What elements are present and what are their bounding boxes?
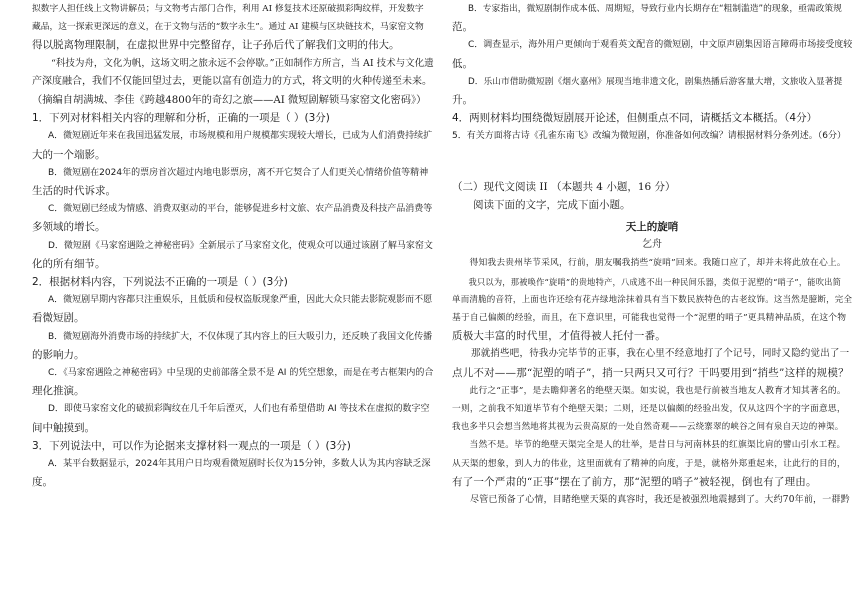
option-b: B．微短剧在2024年的票房首次超过内地电影票房，离不开它契合了人们更关心情绪价值等精神 [48,167,429,178]
essay-body [452,254,852,509]
question-1 [32,109,434,273]
essay-line: 基于自己偏颇的经验，而且，在下意识里，可能我也觉得一个“泥塑的哨子”更具精神品质，在这个物 [452,313,847,324]
essay-line: 那就捎些吧，待我办完毕节的正事，我在心里不经意地打了个记号，同时又隐约觉出了一 [471,348,850,360]
option-c-cont: 多领域的增长。 [32,221,106,234]
option-c: C．《马家窑遇险之神秘密码》中呈现的史前部落全景不是 AI 的凭空想象，而是在考古框架内的合 [48,368,434,379]
option-c: C．调查显示，海外用户更倾向于观看英文配音的微短剧，中文原声剧集因语言障碍市场接受度较 [468,40,853,51]
source-citation: （摘编自胡满城、李佳《跨越4800年的奇幻之旅——AI 微短剧解锁马家窑文化密码》） [32,94,427,107]
section-instruction: 阅读下面的文字，完成下面小题。 [473,198,631,211]
essay-author: 乞舟 [642,239,662,251]
essay-line: 当然不是。毕节的绝壁天渠完全是人的壮举，是昔日与河南林县的红旗渠比肩的譬山引水工程。 [469,440,846,451]
section-heading: （二）现代文阅读 II （本题共 4 小题，16 分） [452,180,676,193]
option-a-cont: 度。 [32,476,53,489]
intro-line: 拟数字人担任线上文物讲解员；与文物考古部门合作，利用 AI 修复技术还原破损彩陶纹样，开发数字 [32,4,424,14]
closing-line: “科技为舟，文化为帆，这场文明之旅永远不会停歇。”正如制作方所言，当 AI 技术与文化遗 [51,57,434,69]
essay-line: 一则，之前我不知道毕节有个绝壁天渠；二则，还是以偏颇的经验出发，仅从这四个字的字面意思， [452,404,846,415]
question-3 [32,437,434,492]
option-c-cont: 低。 [452,57,473,70]
intro-line: 藏品，这一探索更深远的意义，在于文物与活的“数字永生”。通过 AI 建模与区块链技术，马家窑文物 [32,22,424,33]
option-d-cont: 升。 [452,94,473,107]
question-stem: 1．下列对材料相关内容的理解和分析，正确的一项是（ ）(3分) [32,112,330,125]
option-b-cont: 生活的时代诉求。 [32,185,116,198]
essay-line: 有了一个严肃的“正事”摆在了前方，那“泥塑的哨子”被轻视，倒也有了理由。 [452,475,817,488]
essay-title: 天上的旋哨 [625,221,679,234]
option-a: A．某平台数据显示，2024年其用户日均观看微短剧时长仅为15分钟，多数人认为其内容缺乏深 [48,459,431,470]
intro-line: 得以脱离物理限制，在虚拟世界中完整留存，让子孙后代了解我们文明的伟大。 [32,39,400,52]
question-3-continued [452,0,852,146]
option-c: C．微短剧已经成为情感、消费双驱动的平台，能够促进乡村文旅、农产品消费及科技产品消费等 [48,204,433,215]
essay-line: 点儿不对——那“泥塑的哨子”，捎一只两只又可行？干吗要用到“捎些”这样的规模？ [452,366,849,379]
option-d-cont: 化的所有细节。 [32,257,106,270]
essay-line: 质极大丰富的时代里，才值得被人托付一番。 [452,330,666,343]
essay-line: 从天渠的想象，到人力的伟业，这里面就有了精神的向度，于是，就格外郑重起来，让此行的目的， [452,458,846,469]
option-d-cont: 间中触摸到。 [32,421,95,434]
option-b: B．专家指出，微短剧制作成本低、周期短，导致行业内长期存在“粗制滥造”的现象，亟需政策规 [468,4,842,14]
essay-line: 此行之“正事”，是去瞻仰著名的绝壁天渠。如实说，我也是行前被当地友人教育才知其著名的。 [469,385,846,396]
question-4: 4．两则材料均围绕微短剧展开论述，但侧重点不同，请概括文本概括。（4分） [452,112,818,125]
option-b: B．微短剧海外消费市场的持续扩大，不仅体现了其内容上的巨大吸引力，还反映了我国文化传播 [48,331,433,342]
essay-line: 我也多半只会想当然地将其视为云贵高原的一处自然奇观——云绕寨翠的峡谷之间有泉自天边的神渠。 [452,422,844,433]
option-a: A．微短剧早期内容都只注重娱乐，且低质和侵权盗版现象严重，因此大众只能去影院观影而不愿 [48,295,433,306]
question-2 [32,273,434,437]
option-d: D．微短剧《马家窑遇险之神秘密码》全新展示了马家窑文化，使观众可以通过该剧了解马家窑文 [48,240,433,251]
option-b-cont: 的影响力。 [32,348,85,361]
option-a: A．微短剧近年来在我国迅猛发展，市场规模和用户规模都实现较大增长，已成为人们消费持续扩 [48,131,433,142]
closing-cont: 产深度融合，我们不仅能回望过去，更能以富有创造力的方式，将文明的火种传递至未来。 [32,75,432,87]
option-c-cont: 理化推演。 [32,385,85,398]
essay-line: 得知我去贵州毕节采风，行前，朋友嘱我捎些“旋哨”回来。我随口应了，却并未将此放在心上。 [469,258,846,269]
essay-line: 单而清脆的音符，上面也许还绘有花卉绿地涂抹着具有当下数民族特色的古老纹饰。这当然是臆断，完全 [452,294,853,305]
option-a-cont: 大的一个端影。 [32,148,106,161]
question-stem: 3．下列说法中，可以作为论据来支撑材料一观点的一项是（ ）(3分) [32,439,351,452]
right-column [452,0,852,509]
left-column [32,0,434,491]
option-d: D．乐山市借助微短剧《烟火嘉州》展现当地非遗文化，剧集热播后游客量大增，文旅收入显著提 [468,76,843,87]
essay-line: 尽管已预备了心情，目睹绝壁天渠的真容时，我还是被强烈地震撼到了。大约70年前，一群黔 [470,495,850,506]
essay-line: 我只以为，那被唤作“旋哨”的贵地特产，八成逃不出一种民间乐器，类似于泥塑的“哨子”，能吹出简 [468,276,842,287]
option-d: D．即使马家窑文化的破损彩陶纹在几千年后湮灭，人们也有希望借助 AI 等技术在虚拟的数字空 [48,404,430,415]
question-5: 5．有关方面将古诗《孔雀东南飞》改编为微短剧，你准备如何改编？请根据材料分条列述。（6分） [452,131,846,142]
option-b-cont: 范。 [452,21,473,34]
option-a-cont: 看微短剧。 [32,312,85,325]
question-stem: 2．根据材料内容，下列说法不正确的一项是（ ）(3分) [32,276,288,289]
